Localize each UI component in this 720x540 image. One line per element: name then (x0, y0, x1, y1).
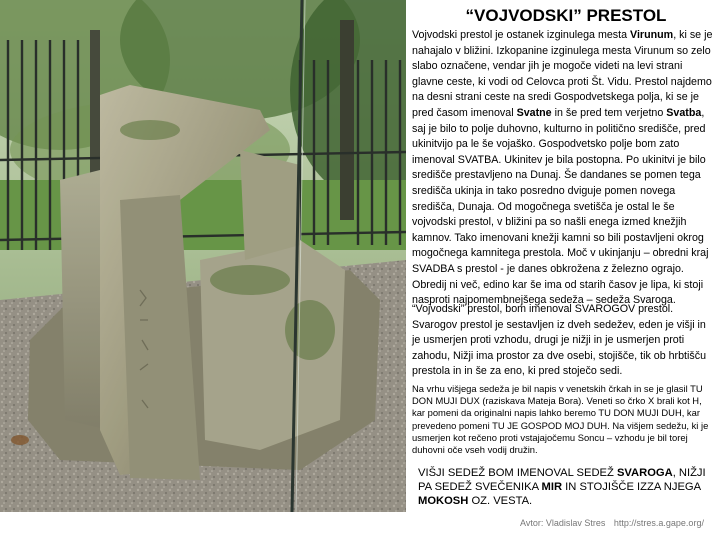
paragraph1-bold-run: Svatne (516, 106, 552, 119)
paragraph1-bold-run: Svatba (666, 106, 702, 119)
throne-description-paragraph: “Vojvodski” prestol, bom imenoval SVAROGOV prestol. Svarogov prestol je sestavljen iz dveh sedežev, eden je višji in je usmerjen proti vzhodu, drugi je nižji in je usmerjen proti zahodu, Nižji ima prostor za dve osebi, stojišče, tik ob hrbtišču prestola in in še za eno, ki pred stoječo sedi. (412, 303, 707, 378)
seat-naming-statement (418, 466, 714, 508)
caps-text-run: , NIŽJI PA SEDEŽ SVEČENIKA (418, 467, 706, 493)
page-title: “VOJVODSKI” PRESTOL (465, 6, 667, 25)
paragraph1-text-run: Vojvodski prestol je ostanek izginulega mesta (412, 29, 631, 41)
caps-text-run: VIŠJI SEDEŽ BOM IMENOVAL SEDEŽ (418, 467, 617, 479)
caps-text-run: IN STOJIŠČE IZZA NJEGA (562, 481, 701, 493)
paragraph1-text-run: , ki se je nahajalo v bližini. Izkopanine izginulega mesta Virunum so zelo slabo označene, vendar jih je mogoče videti na levi strani glavne ceste, ki vodi od Celovca proti Št. Vidu. Prestol najdemo na desni strani ceste na sredi Gospodvetskega polja, ki se je pred časom imenoval (412, 29, 713, 119)
paragraph1-bold-run: Virunum (630, 29, 674, 41)
author-credit (520, 518, 710, 528)
caps-bold-run: SVAROGA (616, 467, 673, 479)
caps-text-run: OZ. VESTA. (468, 495, 533, 507)
caps-bold-run: MIR (541, 481, 563, 493)
author-name: Avtor: Vladislav Stres (520, 518, 606, 528)
paragraph1-text-run: , saj je bilo to polje duhovno, kulturno in politično središče, pred ukinitvijo pa le še vojaško. Gospodvetsko polje bom zato imenoval SVATBA. Ukinitev je bila postopna. Po ukinitvi je bilo središče prestavljeno na Dunaj. Še dandanes se pomen tega središča ukinja in tako posredno dviguje pomen novega središča, Dunaja. Od mogočnega svetišča je ostal le še vojvodski prestol, v bližini pa so našli enega izmed knežjih kamnov. Tako imenovani knežji kamni so bili postavljeni okrog mogočnega kamnitega prestola. Moč v ukinjanju – obredni kraj SVADBA s prestol - je danes obkrožena z železno ograjo. Obredij ni več, edino kar še ima od starih časov je lipa, ki stoji nasproti najpomembnejšega sedeža – sedeža Svaroga. (412, 106, 709, 307)
paragraph1-text-run: in še pred tem verjetno (551, 106, 667, 119)
inscription-note: Na vrhu višjega sedeža je bil napis v venetskih črkah in se je glasil TU DON MUJI DUX (raziskava Mateja Bora). Veneti so črko X brali kot H, kar pomeni da originalni napis lahko beremo TU DON MUJI DUH, kar prevedeno pomeni TU JE GOSPOD MOJ DUH. Na višjem sedežu, ki je usmerjen kot rečeno proti vstajajočemu Soncu – vzhodu je bil torej duhovni oče vseh vodij družin. (412, 383, 709, 456)
caps-bold-run: MOKOSH (418, 495, 469, 507)
author-url: http://stres.a.gape.org/ (613, 518, 704, 528)
intro-paragraph (412, 28, 714, 309)
